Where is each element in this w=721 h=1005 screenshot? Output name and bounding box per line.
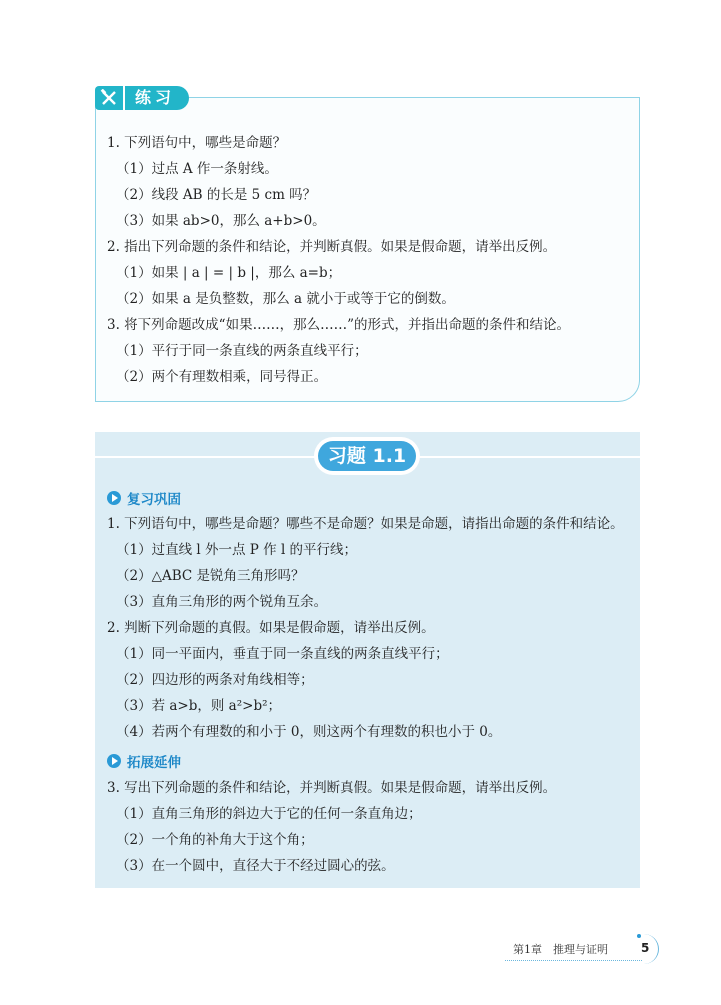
exercise-line: （3）若 a>b，则 a²>b²；	[116, 698, 281, 714]
practice-line: 1. 下列语句中，哪些是命题？	[107, 135, 287, 151]
exercise-line: 1. 下列语句中，哪些是命题？哪些不是命题？如果是命题，请指出命题的条件和结论。	[107, 516, 624, 532]
exercise-line: （2）四边形的两条对角线相等；	[116, 672, 314, 688]
practice-line: 2. 指出下列命题的条件和结论，并判断真假。如果是假命题，请举出反例。	[107, 239, 557, 255]
exercise-line: （1）直角三角形的斜边大于它的任何一条直角边；	[116, 806, 422, 822]
exercise-title: 习题 1.1	[318, 441, 416, 471]
practice-line: （2）如果 a 是负整数，那么 a 就小于或等于它的倒数。	[116, 291, 455, 307]
practice-line: （1）平行于同一条直线的两条直线平行；	[116, 343, 368, 359]
practice-line: （1）过点 A 作一条射线。	[116, 161, 278, 177]
footer-divider	[505, 960, 642, 961]
section-review-heading	[107, 488, 181, 508]
exercise-line: （1）过直线 l 外一点 P 作 l 的平行线；	[116, 542, 358, 558]
exercise-line: （2）一个角的补角大于这个角；	[116, 832, 314, 848]
exercise-line: （3）在一个圆中，直径大于不经过圆心的弦。	[116, 858, 395, 874]
section-extend-heading	[107, 751, 181, 771]
exercise-line: 2. 判断下列命题的真假。如果是假命题，请举出反例。	[107, 620, 435, 636]
practice-line: （1）如果 | a | = | b |，那么 a=b；	[116, 265, 342, 281]
practice-line: 3. 将下列命题改成“如果……，那么……”的形式，并指出命题的条件和结论。	[107, 317, 570, 333]
section-review-title: 复习巩固	[127, 492, 181, 508]
exercise-line: 3. 写出下列命题的条件和结论，并判断真假。如果是假命题，请举出反例。	[107, 780, 557, 796]
practice-label: 练习	[125, 86, 189, 110]
exercise-line: （1）同一平面内，垂直于同一条直线的两条直线平行；	[116, 646, 449, 662]
footer-chapter: 第1章 推理与证明	[513, 943, 608, 956]
practice-line: （2）两个有理数相乘，同号得正。	[116, 369, 328, 385]
page-number: 5	[641, 941, 650, 955]
practice-line: （2）线段 AB 的长是 5 cm 吗？	[116, 187, 317, 203]
play-icon	[107, 754, 121, 768]
exercise-line: （2）△ABC 是锐角三角形吗？	[116, 568, 305, 584]
practice-line: （3）如果 ab>0，那么 a+b>0。	[116, 213, 326, 229]
section-extend-title: 拓展延伸	[127, 755, 181, 771]
exercise-line: （4）若两个有理数的和小于 0，则这两个有理数的积也小于 0。	[116, 724, 502, 740]
practice-tag	[95, 86, 189, 110]
tools-icon	[95, 86, 123, 110]
play-icon	[107, 491, 121, 505]
page-dot	[637, 934, 641, 938]
exercise-line: （3）直角三角形的两个锐角互余。	[116, 594, 328, 610]
